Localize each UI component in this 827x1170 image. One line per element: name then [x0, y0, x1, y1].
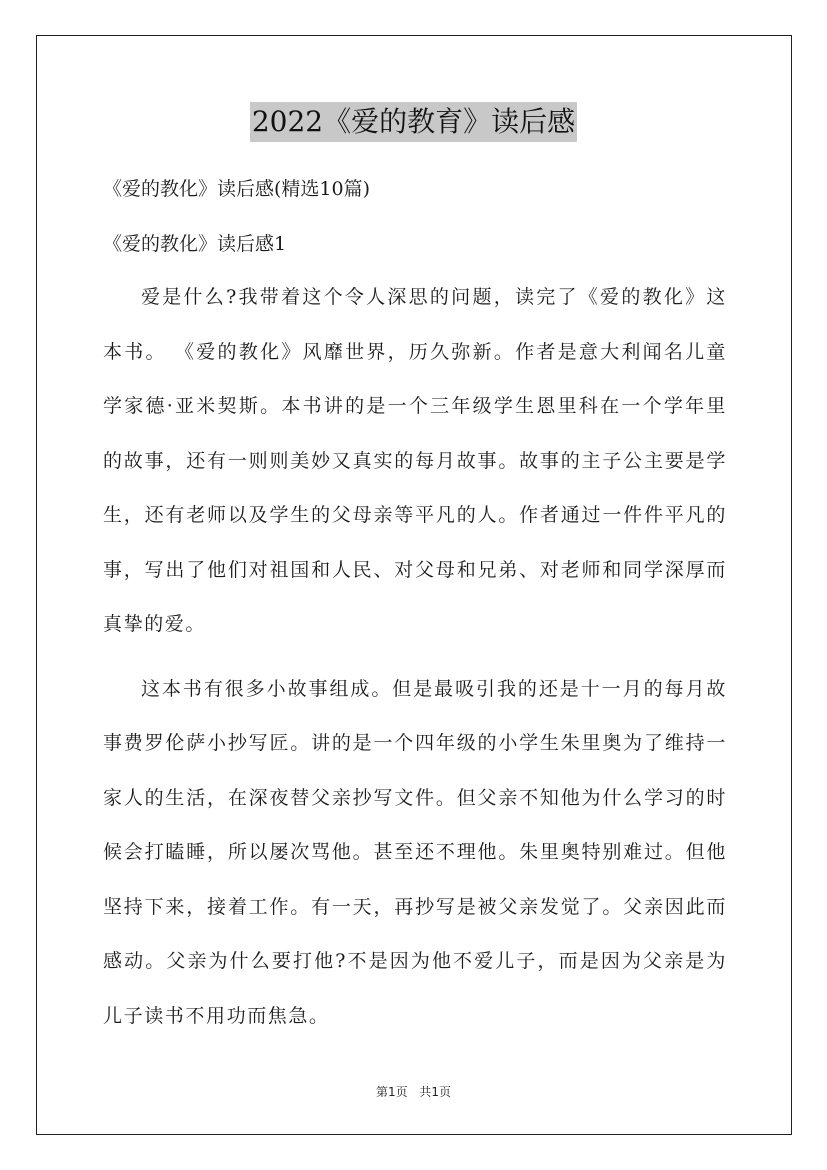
document-subtitle: 《爱的教化》读后感(精选10篇): [103, 178, 371, 200]
section-heading: 《爱的教化》读后感1: [103, 233, 287, 255]
paragraph-1: 爱是什么?我带着这个令人深思的问题，读完了《爱的教化》这本书。 《爱的教化》风靡世界，历久弥新。作者是意大利闻名儿童学家德·亚米契斯。本书讲的是一个三年级学生恩里科在一个学年里的故事，还有一则则美妙又真实的每月故事。故事的主子公主要是学生，还有老师以及学生的父母亲等平凡的人。作者通过一件件平凡的事，写出了他们对祖国和人民、对父母和兄弟、对老师和同学深厚而真挚的爱。: [103, 286, 727, 635]
paragraph-2: 这本书有很多小故事组成。但是最吸引我的还是十一月的每月故事费罗伦萨小抄写匠。讲的是一个四年级的小学生朱里奥为了维持一家人的生活，在深夜替父亲抄写文件。但父亲不知他为什么学习的时候会打瞌睡，所以屡次骂他。甚至还不理他。朱里奥特别难过。但他坚持下来，接着工作。有一天，再抄写是被父亲发觉了。父亲因此而感动。父亲为什么要打他?不是因为他不爱儿子，而是因为父亲是为儿子读书不用功而焦急。: [103, 677, 727, 1027]
page-number-current: 第1页: [375, 1085, 408, 1099]
document-body: [103, 175, 727, 1043]
title-container: [0, 102, 827, 142]
page-footer: [0, 1083, 827, 1100]
page-number-total: 共1页: [419, 1085, 452, 1099]
document-title: 2022《爱的教育》读后感: [250, 102, 577, 142]
